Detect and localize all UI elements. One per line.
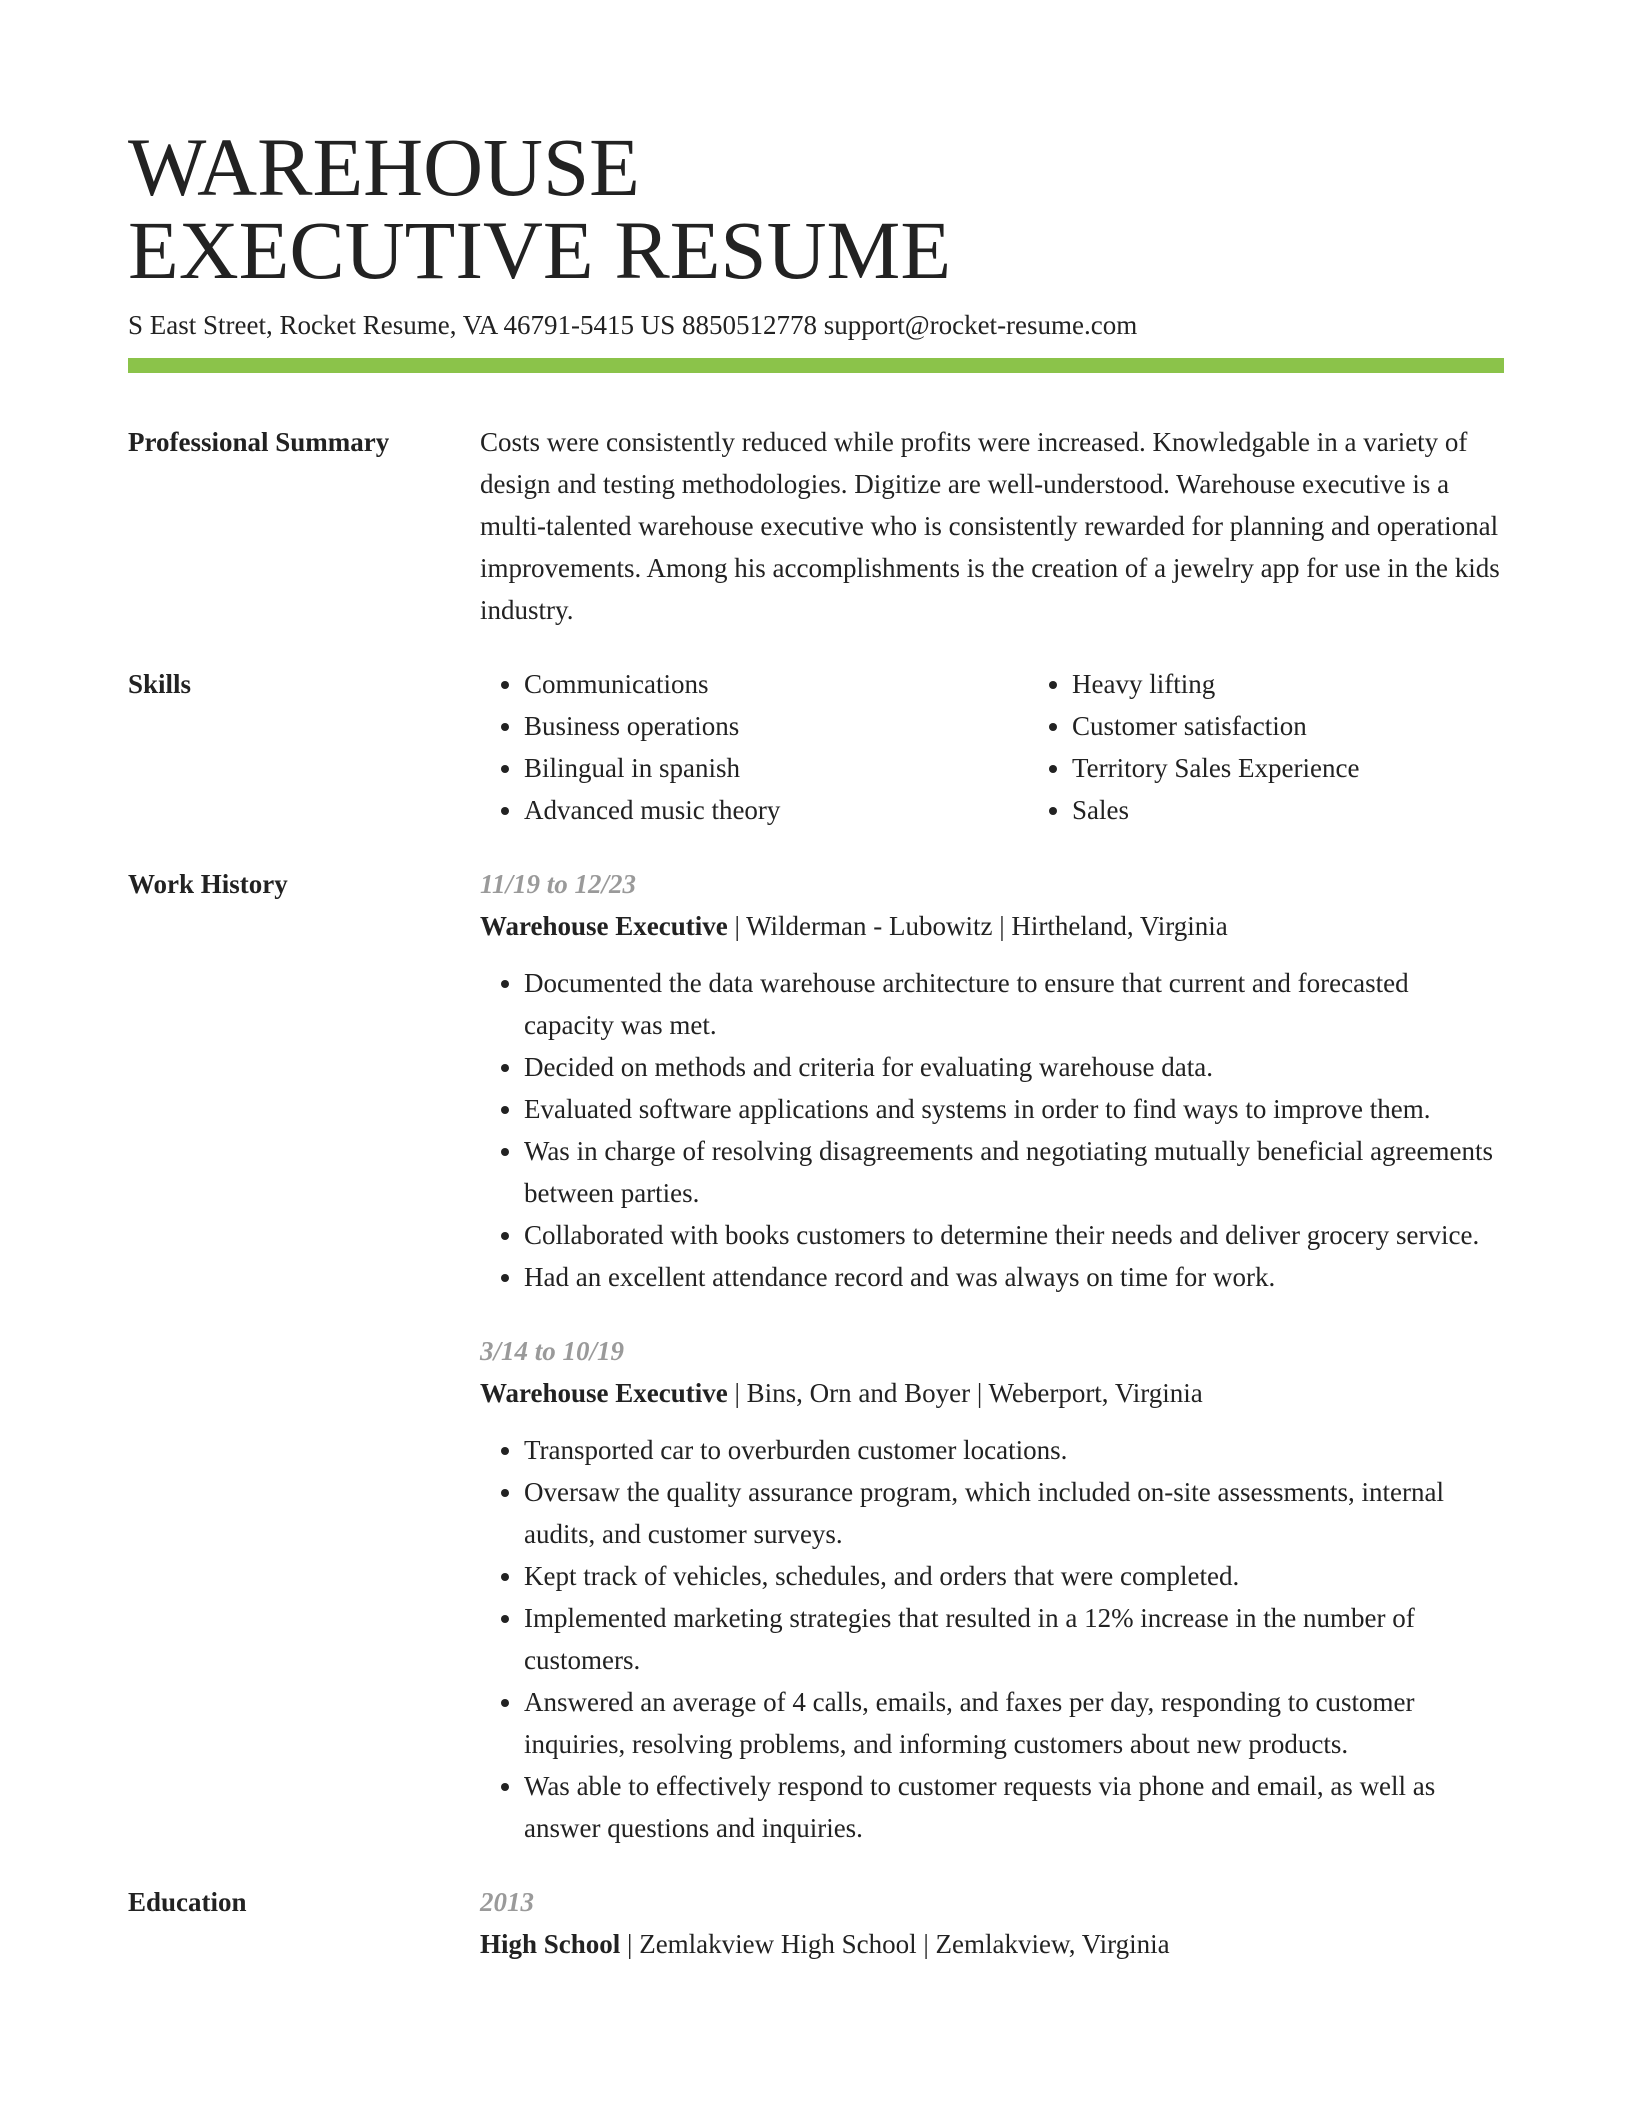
skills-list-right <box>1028 663 1576 831</box>
education-label: Education <box>128 1887 247 1917</box>
skills-label: Skills <box>128 669 192 699</box>
job-role: Warehouse Executive <box>480 1378 728 1408</box>
skill-item: • Sales <box>1072 789 1576 831</box>
skill-item: • Advanced music theory <box>524 789 1028 831</box>
job-bullet: • Transported car to overburden customer locations. <box>524 1429 1504 1471</box>
job-bullet: • Answered an average of 4 calls, emails, and faxes per day, responding to customer inquiries, resolving problems, and informing customers about new products. <box>524 1681 1504 1765</box>
job-bullet: • Kept track of vehicles, schedules, and orders that were completed. <box>524 1555 1504 1597</box>
job-entry <box>480 1330 1504 1849</box>
skill-item: • Heavy lifting <box>1072 663 1576 705</box>
job-bullet: • Was in charge of resolving disagreements and negotiating mutually beneficial agreements between parties. <box>524 1130 1504 1214</box>
job-bullet: • Implemented marketing strategies that resulted in a 12% increase in the number of customers. <box>524 1597 1504 1681</box>
job-bullet: • Collaborated with books customers to determine their needs and deliver grocery service. <box>524 1214 1504 1256</box>
summary-label: Professional Summary <box>128 427 390 457</box>
skill-item: • Customer satisfaction <box>1072 705 1576 747</box>
skill-item: • Communications <box>524 663 1028 705</box>
job-date: 3/14 to 10/19 <box>480 1336 625 1366</box>
resume-page <box>128 0 1504 1965</box>
title-line-2: EXECUTIVE RESUME <box>128 204 952 296</box>
job-bullet: • Oversaw the quality assurance program, which included on-site assessments, internal audits, and customer surveys. <box>524 1471 1504 1555</box>
work-history-body <box>480 863 1504 1849</box>
job-bullet: • Had an excellent attendance record and was always on time for work. <box>524 1256 1504 1298</box>
job-details: | Bins, Orn and Boyer | Weberport, Virginia <box>727 1378 1203 1408</box>
job-details: | Wilderman - Lubowitz | Hirtheland, Virginia <box>727 911 1228 941</box>
education-degree: High School <box>480 1929 621 1959</box>
education-details: | Zemlakview High School | Zemlakview, Virginia <box>620 1929 1170 1959</box>
job-date: 11/19 to 12/23 <box>480 869 637 899</box>
education-line <box>480 1923 1504 1965</box>
job-title-line <box>480 905 1504 947</box>
job-bullet: • Documented the data warehouse architecture to ensure that current and forecasted capacity was met. <box>524 962 1504 1046</box>
work-history-label: Work History <box>128 869 288 899</box>
job-entry <box>480 863 1504 1298</box>
education-section <box>128 1881 1504 1965</box>
job-title-line <box>480 1372 1504 1414</box>
education-date: 2013 <box>480 1887 534 1917</box>
job-bullet: • Decided on methods and criteria for evaluating warehouse data. <box>524 1046 1504 1088</box>
skills-list-left <box>480 663 1028 831</box>
job-bullet: • Was able to effectively respond to customer requests via phone and email, as well as answer questions and inquiries. <box>524 1765 1504 1849</box>
resume-title <box>128 0 1504 296</box>
job-role: Warehouse Executive <box>480 911 728 941</box>
accent-divider <box>128 358 1504 373</box>
skill-item: • Business operations <box>524 705 1028 747</box>
skill-item: • Bilingual in spanish <box>524 747 1028 789</box>
job-bullets <box>480 962 1504 1298</box>
summary-text: Costs were consistently reduced while profits were increased. Knowledgable in a variety of design and testing methodologies. Digitize are well-understood. Warehouse executive is a multi-talented warehouse executive who is consistently rewarded for planning and operational improvements. Among his accomplishments is the creation of a jewelry app for use in the kids industry. <box>480 427 1500 625</box>
education-body <box>480 1881 1504 1965</box>
job-bullet: • Evaluated software applications and systems in order to find ways to improve them. <box>524 1088 1504 1130</box>
contact-info: S East Street, Rocket Resume, VA 46791-5415 US 8850512778 support@rocket-resume.com <box>128 310 1138 340</box>
title-line-1: WAREHOUSE <box>128 121 640 213</box>
skills-section <box>128 663 1504 831</box>
summary-section <box>128 421 1504 631</box>
work-history-section <box>128 863 1504 1849</box>
skill-item: • Territory Sales Experience <box>1072 747 1576 789</box>
job-bullets <box>480 1429 1504 1849</box>
skills-columns <box>480 663 1576 831</box>
